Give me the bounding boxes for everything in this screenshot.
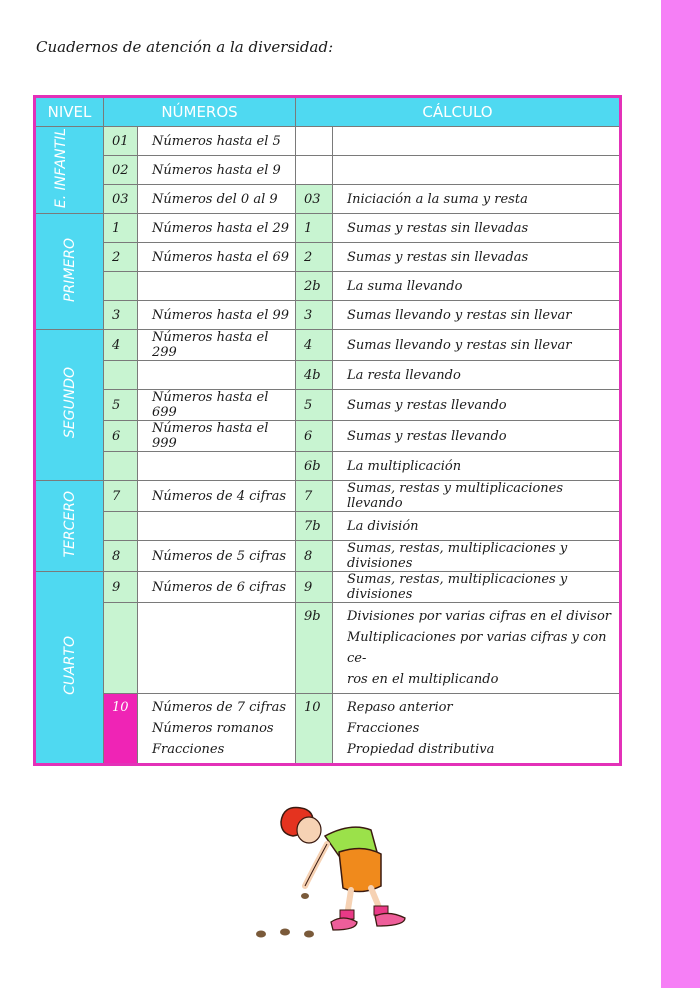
- numeros-text: Números hasta el 69: [138, 243, 296, 272]
- numeros-code: 03: [104, 185, 138, 214]
- table-row: [35, 156, 621, 185]
- calculo-code: 2b: [296, 272, 333, 301]
- table-row: [35, 330, 621, 361]
- numeros-text: Números de 6 cifras: [138, 572, 296, 603]
- numeros-text: [138, 603, 296, 694]
- numeros-code: 10: [104, 694, 138, 765]
- numeros-code: 7: [104, 481, 138, 512]
- calculo-code: [296, 127, 333, 156]
- numeros-text: Números hasta el 29: [138, 214, 296, 243]
- calculo-code: 3: [296, 301, 333, 330]
- calculo-text: Sumas y restas sin llevadas: [333, 243, 621, 272]
- calculo-code: 7b: [296, 512, 333, 541]
- numeros-line: Números romanos: [152, 721, 274, 736]
- numeros-text: Números de 5 cifras: [138, 541, 296, 572]
- numeros-code: 8: [104, 541, 138, 572]
- calculo-line: Multiplicaciones por varias cifras y con ce-: [347, 630, 607, 666]
- numeros-code: [104, 512, 138, 541]
- calculo-line: Fracciones: [347, 721, 420, 736]
- calculo-text: Iniciación a la suma y resta: [333, 185, 621, 214]
- numeros-line: Números de 7 cifras: [152, 700, 287, 715]
- numeros-text: Números hasta el 999: [138, 421, 296, 452]
- numeros-code: 4: [104, 330, 138, 361]
- calculo-text: [333, 156, 621, 185]
- numeros-code: 01: [104, 127, 138, 156]
- calculo-text: [333, 694, 621, 765]
- calculo-code: 03: [296, 185, 333, 214]
- numeros-text: Números hasta el 699: [138, 390, 296, 421]
- header-calculo: CÁLCULO: [296, 97, 621, 127]
- page-title: Cuadernos de atención a la diversidad:: [36, 38, 334, 56]
- girl-planting-seeds-icon: [243, 800, 423, 950]
- numeros-code: 1: [104, 214, 138, 243]
- table-row: [35, 361, 621, 390]
- level-label-tercero: TERCERO: [61, 490, 78, 558]
- numeros-code: 2: [104, 243, 138, 272]
- calculo-code: 7: [296, 481, 333, 512]
- calculo-text: Sumas, restas, multiplicaciones y divisiones: [333, 541, 621, 572]
- calculo-text: Sumas y restas llevando: [333, 421, 621, 452]
- side-color-strip: [661, 0, 700, 988]
- table-row: [35, 512, 621, 541]
- calculo-code: 6b: [296, 452, 333, 481]
- calculo-line: ros en el multiplicando: [347, 672, 499, 687]
- calculo-text: La suma llevando: [333, 272, 621, 301]
- level-label-cuarto: CUARTO: [61, 636, 78, 695]
- calculo-code: 4: [296, 330, 333, 361]
- calculo-text: [333, 127, 621, 156]
- table-row: [35, 452, 621, 481]
- calculo-text: La resta llevando: [333, 361, 621, 390]
- level-label-segundo: SEGUNDO: [61, 367, 78, 439]
- level-cell-tercero: [35, 481, 104, 572]
- table-row: [35, 603, 621, 694]
- table-row: [35, 421, 621, 452]
- calculo-text: La división: [333, 512, 621, 541]
- calculo-text: [333, 603, 621, 694]
- table-row: [35, 301, 621, 330]
- calculo-code: 9: [296, 572, 333, 603]
- level-cell-cuarto: [35, 572, 104, 765]
- numeros-text: Números de 4 cifras: [138, 481, 296, 512]
- numeros-text: [138, 512, 296, 541]
- table-row: [35, 214, 621, 243]
- numeros-code: 5: [104, 390, 138, 421]
- levels-table: [33, 95, 622, 766]
- calculo-code: 6: [296, 421, 333, 452]
- calculo-code: 1: [296, 214, 333, 243]
- numeros-code: [104, 272, 138, 301]
- numeros-text: [138, 361, 296, 390]
- numeros-code: 6: [104, 421, 138, 452]
- level-label-primero: PRIMERO: [61, 237, 78, 302]
- numeros-code: 3: [104, 301, 138, 330]
- numeros-code: [104, 603, 138, 694]
- level-cell-primero: [35, 214, 104, 330]
- numeros-line: Fracciones: [152, 742, 225, 757]
- table-row: [35, 390, 621, 421]
- numeros-text: Números hasta el 9: [138, 156, 296, 185]
- level-cell-infantil: [35, 127, 104, 214]
- header-numeros: NÚMEROS: [104, 97, 296, 127]
- calculo-line: Repaso anterior: [347, 700, 453, 715]
- calculo-text: Sumas llevando y restas sin llevar: [333, 301, 621, 330]
- numeros-text: Números del 0 al 9: [138, 185, 296, 214]
- table-row: [35, 243, 621, 272]
- table-row: [35, 481, 621, 512]
- numeros-code: [104, 452, 138, 481]
- numeros-code: 02: [104, 156, 138, 185]
- numeros-text: Números hasta el 299: [138, 330, 296, 361]
- calculo-text: Sumas, restas y multiplicaciones llevando: [333, 481, 621, 512]
- numeros-text: [138, 694, 296, 765]
- table-row: [35, 127, 621, 156]
- calculo-line: Propiedad distributiva: [347, 742, 495, 757]
- calculo-code: 2: [296, 243, 333, 272]
- calculo-code: [296, 156, 333, 185]
- calculo-code: 4b: [296, 361, 333, 390]
- numeros-text: [138, 272, 296, 301]
- numeros-text: Números hasta el 99: [138, 301, 296, 330]
- table-row: [35, 272, 621, 301]
- calculo-code: 10: [296, 694, 333, 765]
- table-row: [35, 694, 621, 765]
- calculo-text: La multiplicación: [333, 452, 621, 481]
- numeros-text: Números hasta el 5: [138, 127, 296, 156]
- calculo-text: Sumas y restas llevando: [333, 390, 621, 421]
- calculo-code: 9b: [296, 603, 333, 694]
- numeros-code: 9: [104, 572, 138, 603]
- calculo-text: Sumas llevando y restas sin llevar: [333, 330, 621, 361]
- table-row: [35, 541, 621, 572]
- level-cell-segundo: [35, 330, 104, 481]
- header-nivel: NIVEL: [35, 97, 104, 127]
- calculo-text: Sumas, restas, multiplicaciones y divisiones: [333, 572, 621, 603]
- table-header-row: [35, 97, 621, 127]
- numeros-code: [104, 361, 138, 390]
- level-label-infantil: E. INFANTIL: [52, 127, 69, 209]
- table-row: [35, 572, 621, 603]
- calculo-code: 8: [296, 541, 333, 572]
- calculo-text: Sumas y restas sin llevadas: [333, 214, 621, 243]
- calculo-code: 5: [296, 390, 333, 421]
- table-row: [35, 185, 621, 214]
- calculo-line: Divisiones por varias cifras en el divisor: [347, 609, 612, 624]
- numeros-text: [138, 452, 296, 481]
